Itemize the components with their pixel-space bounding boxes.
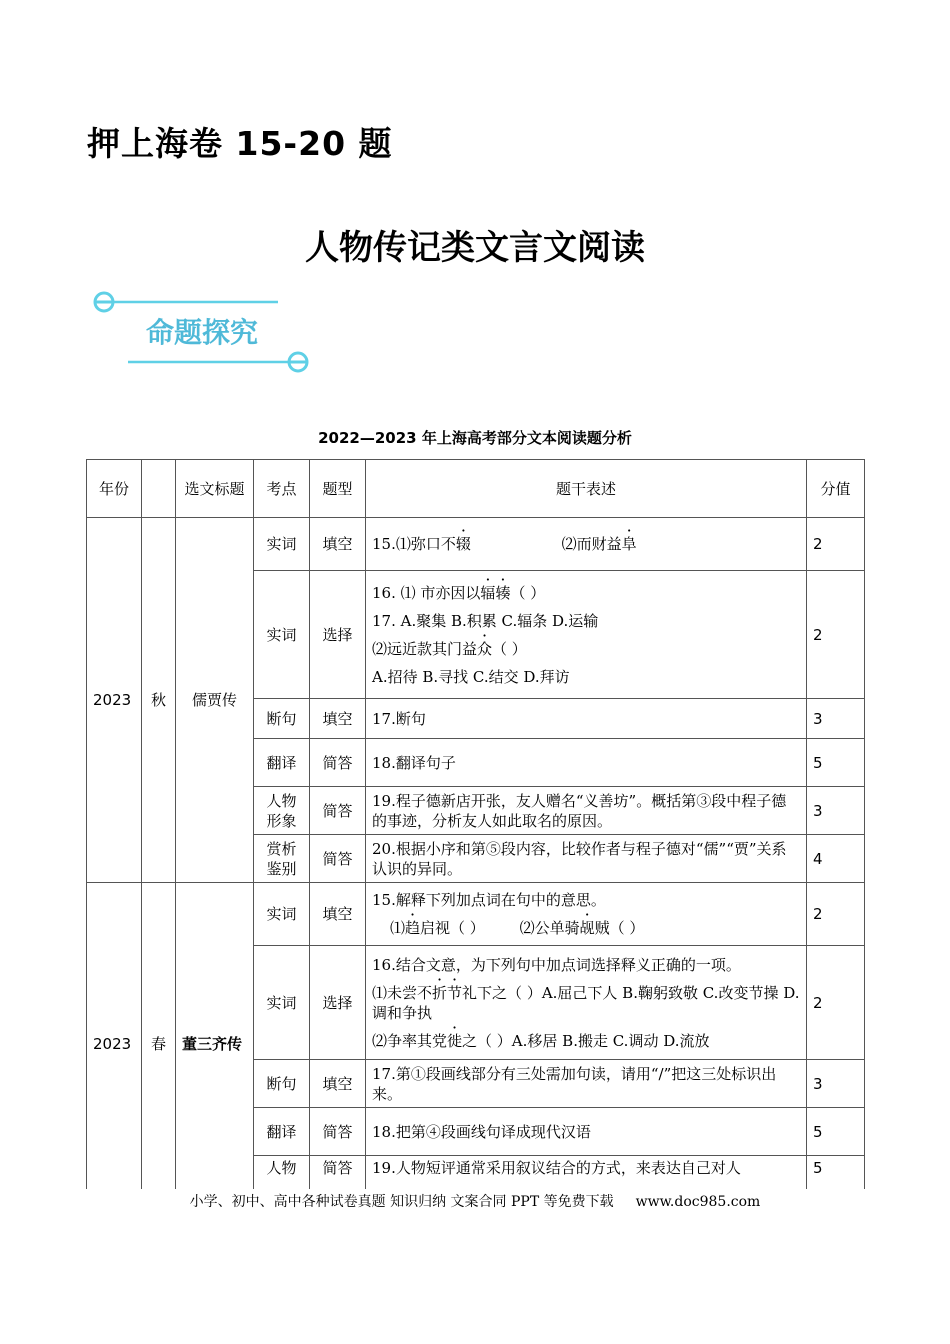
point-cell: 实词: [254, 518, 310, 571]
stem-cell: 16.结合文意，为下列句中加点词选择释义正确的一项。 ⑴未尝不折节礼下之（ ）A.屈己下人 B.鞠躬致敬 C.改变节操 D.调和争执 ⑵争率其党徙之（ ）A.移居 B.搬走 C.调动 D.流放: [366, 946, 807, 1060]
score-cell: 3: [807, 699, 865, 739]
type-cell: 简答: [310, 1108, 366, 1156]
score-cell: 5: [807, 739, 865, 787]
type-cell: 填空: [310, 1060, 366, 1108]
table-row: [87, 883, 865, 946]
season-cell: 春: [142, 883, 176, 1206]
point-cell: 人物形象: [254, 787, 310, 835]
type-cell: 简答: [310, 739, 366, 787]
col-year: 年份: [87, 460, 142, 518]
article-cell: 董三齐传: [176, 883, 254, 1206]
point-cell: 赏析鉴别: [254, 835, 310, 883]
section-title: 人物传记类文言文阅读: [305, 228, 645, 268]
type-cell: 选择: [310, 946, 366, 1060]
score-cell: 2: [807, 518, 865, 571]
type-cell: 简答: [310, 1156, 366, 1206]
type-cell: 填空: [310, 883, 366, 946]
point-cell: 实词: [254, 571, 310, 699]
score-cell: 2: [807, 883, 865, 946]
col-article-title: 选文标题: [176, 460, 254, 518]
stem-cell: 18.翻译句子: [366, 739, 807, 787]
type-cell: 填空: [310, 518, 366, 571]
point-cell: 翻译: [254, 1108, 310, 1156]
page-footer: [0, 1191, 950, 1211]
table-row: [87, 518, 865, 571]
stem-cell: 19.程子德新店开张，友人赠名“义善坊”。概括第③段中程子德的事迹，分析友人如此取名的原因。: [366, 787, 807, 835]
footer-url: www.doc985.com: [635, 1194, 761, 1210]
year-cell: 2023: [87, 518, 142, 883]
topic-banner: [92, 286, 322, 378]
page-bottom: [0, 1189, 950, 1344]
point-cell: 翻译: [254, 739, 310, 787]
col-score: 分值: [807, 460, 865, 518]
col-stem: 题干表述: [366, 460, 807, 518]
type-cell: 选择: [310, 571, 366, 699]
type-cell: 填空: [310, 699, 366, 739]
point-cell: 实词: [254, 946, 310, 1060]
point-cell: 断句: [254, 699, 310, 739]
stem-cell: 15.⑴弥口不辍 ⑵而财益阜: [366, 518, 807, 571]
stem-cell: 17.第①段画线部分有三处需加句读，请用“/”把这三处标识出来。: [366, 1060, 807, 1108]
col-season: [142, 460, 176, 518]
score-cell: 5: [807, 1156, 865, 1206]
stem-cell: 17.断句: [366, 699, 807, 739]
season-cell: 秋: [142, 518, 176, 883]
year-cell: 2023: [87, 883, 142, 1206]
analysis-table: [86, 459, 865, 1206]
score-cell: 5: [807, 1108, 865, 1156]
type-cell: 简答: [310, 835, 366, 883]
type-cell: 简答: [310, 787, 366, 835]
stem-cell: 18.把第④段画线句译成现代汉语: [366, 1108, 807, 1156]
page-title: 押上海卷 15-20 题: [87, 124, 393, 163]
score-cell: 3: [807, 1060, 865, 1108]
stem-cell: 19.人物短评通常采用叙议结合的方式，来表达自己对人: [366, 1156, 807, 1206]
point-cell: 实词: [254, 883, 310, 946]
stem-cell: 16. ⑴ 市亦因以辐辏（ ） 17. A.聚集 B.积累 C.辐条 D.运输 ⑵远近款其门益众（ ） A.招待 B.寻找 C.结交 D.拜访: [366, 571, 807, 699]
score-cell: 2: [807, 571, 865, 699]
point-cell: 断句: [254, 1060, 310, 1108]
score-cell: 3: [807, 787, 865, 835]
score-cell: 2: [807, 946, 865, 1060]
header-row: [87, 460, 865, 518]
stem-cell: 15.解释下列加点词在句中的意思。 ⑴趋启视（ ） ⑵公单骑觇贼（ ）: [366, 883, 807, 946]
score-cell: 4: [807, 835, 865, 883]
footer-text: 小学、初中、高中各种试卷真题 知识归纳 文案合同 PPT 等免费下载: [189, 1194, 614, 1210]
col-point: 考点: [254, 460, 310, 518]
article-cell: 儒贾传: [176, 518, 254, 883]
col-type: 题型: [310, 460, 366, 518]
stem-cell: 20.根据小序和第⑤段内容，比较作者与程子德对“儒”“贾”关系认识的异同。: [366, 835, 807, 883]
table-caption: 2022—2023 年上海高考部分文本阅读题分析: [318, 429, 632, 447]
banner-label: 命题探究: [146, 316, 259, 349]
point-cell: 人物: [254, 1156, 310, 1206]
